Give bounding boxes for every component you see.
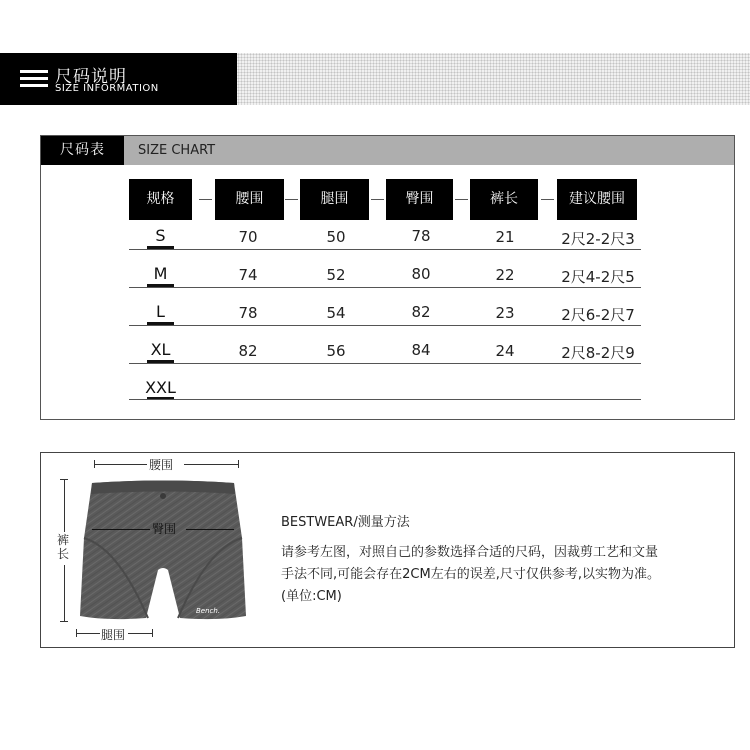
shorts-illustration [78, 478, 248, 623]
length-label: 裤长 [57, 533, 70, 561]
header-separator [285, 199, 298, 200]
row-divider [129, 325, 641, 326]
header-separator [541, 199, 554, 200]
cell-suggested-waist: 2尺2-2尺3 [561, 230, 635, 248]
row-size-m: M [153, 264, 168, 283]
shorts-brand-mark: Bench. [196, 607, 221, 615]
size-chart-header [41, 136, 734, 165]
leg-arrow-tick [152, 629, 153, 637]
waist-arrow-line [184, 464, 238, 465]
hip-label: 臀围 [152, 522, 177, 536]
length-arrow-line [64, 480, 65, 532]
size-chart-tab: 尺码表 [41, 136, 124, 165]
size-info-banner [0, 53, 750, 105]
waist-arrow-tick [238, 460, 239, 468]
hip-arrow-line [92, 529, 150, 530]
cell-hip: 84 [411, 341, 431, 359]
measure-text-line2: 手法不同,可能会存在2CM左右的误差,尺寸仅供参考,以实物为准。 [281, 567, 660, 582]
cell-leg: 52 [326, 266, 346, 284]
cell-length: 24 [495, 342, 515, 360]
cell-leg: 56 [326, 342, 346, 360]
waist-label: 腰围 [149, 458, 174, 472]
cell-leg: 50 [326, 228, 346, 246]
banner-dotted-pattern [237, 53, 750, 105]
banner-title: 尺码说明 [55, 67, 127, 87]
row-size-xxl: XXL [145, 378, 176, 397]
cell-waist: 74 [238, 266, 258, 284]
row-divider [129, 249, 641, 250]
cell-waist: 82 [238, 342, 258, 360]
banner-subtitle: SIZE INFORMATION [55, 83, 159, 94]
leg-label: 腿围 [101, 628, 126, 642]
length-arrow-tick [60, 621, 68, 622]
cell-waist: 70 [238, 228, 258, 246]
cell-hip: 78 [411, 227, 431, 245]
row-divider [129, 363, 641, 364]
header-separator [199, 199, 212, 200]
banner-lines-icon [20, 70, 48, 91]
row-divider [129, 399, 641, 400]
row-divider [129, 287, 641, 288]
row-size-s: S [155, 226, 166, 245]
row-size-xl: XL [150, 340, 171, 359]
cell-length: 23 [495, 304, 515, 322]
cell-length: 22 [495, 266, 515, 284]
measure-text-unit: (单位:CM) [281, 589, 342, 604]
column-header-hip: 臀围 [386, 179, 453, 220]
cell-hip: 82 [411, 303, 431, 321]
cell-hip: 80 [411, 265, 431, 283]
cell-suggested-waist: 2尺6-2尺7 [561, 306, 635, 324]
leg-arrow-line [77, 633, 100, 634]
leg-arrow-line [128, 633, 152, 634]
cell-waist: 78 [238, 304, 258, 322]
cell-length: 21 [495, 228, 515, 246]
column-header-size: 规格 [129, 179, 192, 220]
cell-suggested-waist: 2尺8-2尺9 [561, 344, 635, 362]
cell-suggested-waist: 2尺4-2尺5 [561, 268, 635, 286]
measure-text-line1: 请参考左图，对照自己的参数选择合适的尺码，因裁剪工艺和文量 [281, 545, 659, 560]
measure-title: BESTWEAR/测量方法 [281, 515, 410, 530]
hip-arrow-line [186, 529, 234, 530]
length-arrow-line [64, 565, 65, 621]
header-separator [371, 199, 384, 200]
row-size-l: L [156, 302, 165, 321]
column-header-length: 裤长 [470, 179, 538, 220]
cell-leg: 54 [326, 304, 346, 322]
column-header-suggested-waist: 建议腰围 [557, 179, 637, 220]
column-header-waist: 腰围 [215, 179, 284, 220]
column-header-leg: 腿围 [300, 179, 369, 220]
size-chart-subtitle: SIZE CHART [138, 143, 216, 158]
waist-arrow-line [95, 464, 147, 465]
header-separator [455, 199, 468, 200]
